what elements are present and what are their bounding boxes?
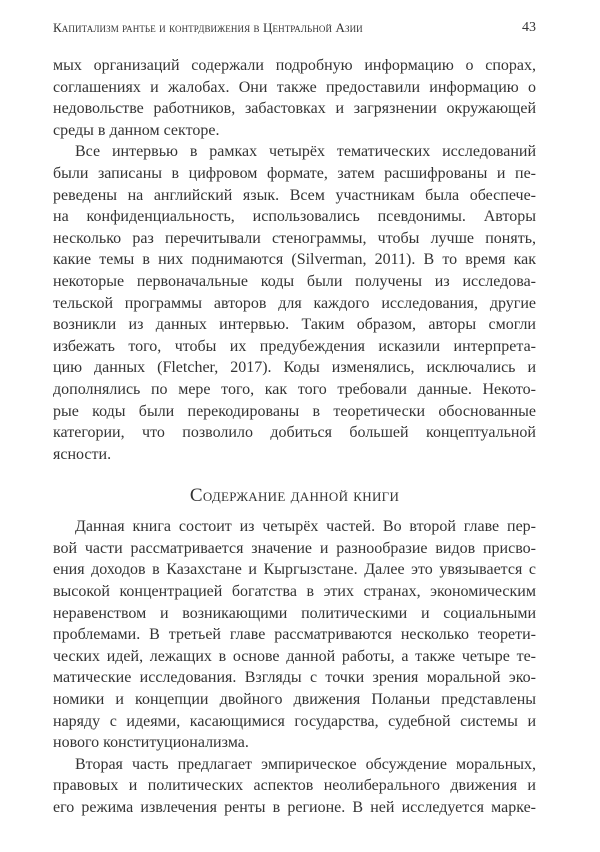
text-line: возникли из данных интервью. Таким образом, авторы смогли <box>53 316 536 334</box>
paragraph <box>53 141 536 465</box>
text-line: мых организаций содержали подробную информацию о спорах, <box>53 57 536 74</box>
text-line: Вторая часть предлагает эмпирическое обсуждение моральных, <box>75 755 536 773</box>
running-title: Капитализм рантье и контрдвижения в Центральной Азии <box>53 20 363 35</box>
text-line: проблемами. В третьей главе рассматриваются несколько теорети- <box>53 626 536 644</box>
text-line: тельской программы авторов для каждого исследования, другие <box>53 294 536 312</box>
text-line: рые коды были перекодированы в теоретически обоснованные <box>53 402 536 420</box>
text-line: высокой концентрацией богатства в этих странах, экономическим <box>53 583 536 601</box>
text-line: соглашениях и жалобах. Они также предоставили информацию о <box>53 78 536 96</box>
text-line: избежать того, чтобы их предубеждения исказили интерпрета- <box>53 337 536 355</box>
page-number: 43 <box>522 20 536 35</box>
text-line: реведены на английский язык. Всем участникам была обеспече- <box>53 186 536 204</box>
text-line: матические исследования. Взгляды с точки зрения моральной эко- <box>53 669 536 687</box>
paragraph <box>53 516 536 754</box>
running-header <box>53 18 536 38</box>
text-line: некоторые первоначальные коды были получены из исследова- <box>53 272 536 290</box>
text-line: вой части рассматривается значение и разнообразие видов присво- <box>53 539 536 557</box>
section-heading: Содержание данной книги <box>189 485 400 507</box>
text-line: категории, что позволило добиться большей концептуальной <box>53 424 536 442</box>
text-line: какие темы в них поднимаются (Silverman, 2011). В то время как <box>53 251 536 269</box>
text-line: были записаны в цифровом формате, затем расшифрованы и пе- <box>53 164 536 182</box>
text-line: неравенством и возникающими политическими и социальными <box>53 604 536 622</box>
text-line: нового конституционализма. <box>53 734 249 752</box>
text-line: среды в данном секторе. <box>53 121 220 139</box>
text-line: на конфиденциальность, использовались псевдонимы. Авторы <box>53 208 536 226</box>
text-line: Данная книга состоит из четырёх частей. Во второй главе пер- <box>75 518 536 536</box>
text-line: правовых и политических аспектов неолиберального движения и <box>53 777 536 795</box>
text-line: ения доходов в Казахстане и Кыргызстане. Далее это увязывается с <box>53 561 536 579</box>
paragraph <box>53 754 536 819</box>
text-line: номики и концепции двойного движения Поланьи представлены <box>53 691 536 709</box>
text-line: Все интервью в рамках четырёх тематических исследований <box>75 143 536 161</box>
paragraph <box>53 55 536 141</box>
page-body <box>53 55 536 819</box>
text-line: ческих идей, лежащих в основе данной работы, а также четыре те- <box>53 647 536 665</box>
text-line: дополнялись по мере того, как того требовали данные. Некото- <box>53 380 536 398</box>
text-line: его режима извлечения ренты в регионе. В ней исследуется марке- <box>53 799 536 816</box>
text-line: цию данных (Fletcher, 2017). Коды изменялись, исключались и <box>53 359 536 377</box>
text-line: несколько раз перечитывали стенограммы, чтобы лучше понять, <box>53 229 536 247</box>
text-line: ясности. <box>53 445 112 463</box>
text-line: наряду с идеями, касающимися государства, судебной системы и <box>53 712 536 730</box>
text-line: недовольстве работников, забастовках и загрязнении окружающей <box>53 100 536 118</box>
